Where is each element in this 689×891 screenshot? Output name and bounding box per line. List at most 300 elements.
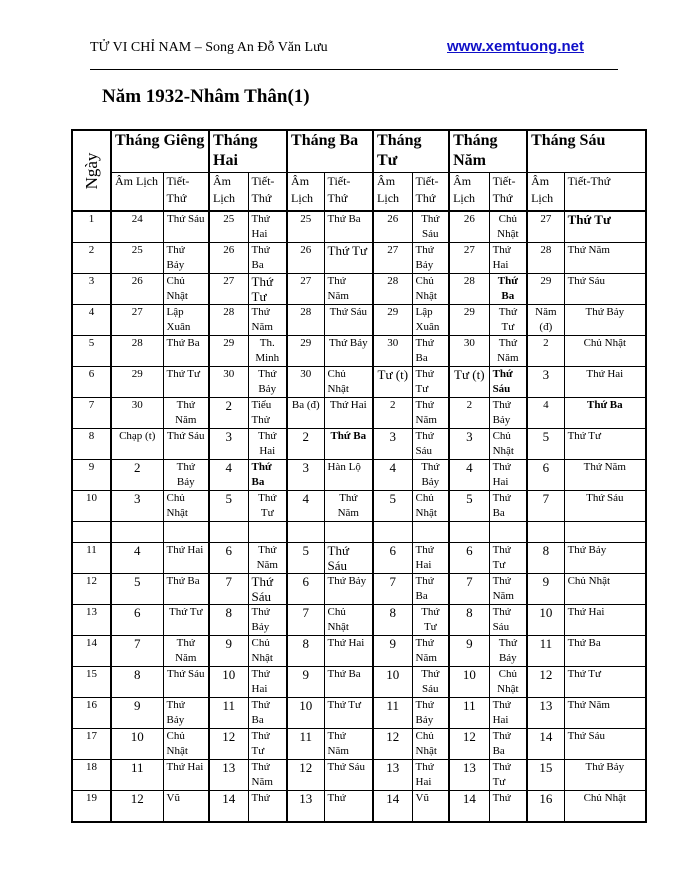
tiet-thu-cell: Thứ Hai xyxy=(564,367,646,398)
tiet-thu-cell: Thứ Tư xyxy=(324,698,373,729)
am-lich-cell: 15 xyxy=(527,760,564,791)
tiet-thu-cell: Lập Xuân xyxy=(163,305,209,336)
am-lich-cell: 10 xyxy=(287,698,324,729)
am-lich-cell: 7 xyxy=(373,574,412,605)
am-lich-cell: 27 xyxy=(527,211,564,243)
tiet-thu-header: Tiết-Thứ xyxy=(324,173,373,212)
tiet-thu-cell: Thứ Ba xyxy=(564,636,646,667)
tiet-thu-cell: Thứ Sáu xyxy=(324,305,373,336)
am-lich-cell: 8 xyxy=(209,605,248,636)
am-lich-cell: 5 xyxy=(111,574,163,605)
tiet-thu-cell: Thứ Sáu xyxy=(163,667,209,698)
am-lich-cell: 3 xyxy=(209,429,248,460)
tiet-thu-cell: Thứ Hai xyxy=(489,698,527,729)
am-lich-cell: 3 xyxy=(111,491,163,522)
calendar-body xyxy=(72,211,646,822)
day-number: 1 xyxy=(72,211,111,243)
day-number: 5 xyxy=(72,336,111,367)
am-lich-cell: 13 xyxy=(527,698,564,729)
am-lich-cell: 14 xyxy=(209,791,248,823)
table-row xyxy=(72,729,646,760)
website-link[interactable]: www.xemtuong.net xyxy=(447,38,584,55)
am-lich-cell: 29 xyxy=(527,274,564,305)
tiet-thu-cell: Thứ Năm xyxy=(248,543,287,574)
tiet-thu-cell: Thứ Bảy xyxy=(248,605,287,636)
tiet-thu-cell: Thứ Sáu xyxy=(489,367,527,398)
tiet-thu-cell: Chủ Nhật xyxy=(564,791,646,823)
tiet-thu-cell: Thứ Hai xyxy=(248,667,287,698)
am-lich-cell: 7 xyxy=(209,574,248,605)
tiet-thu-cell: Thứ Hai xyxy=(163,543,209,574)
tiet-thu-cell: Chủ Nhật xyxy=(564,574,646,605)
table-row xyxy=(72,605,646,636)
am-lich-header: Âm Lịch xyxy=(373,173,412,212)
tiet-thu-cell: Thứ Tư xyxy=(248,274,287,305)
am-lich-cell: 25 xyxy=(111,243,163,274)
tiet-thu-cell: Thứ Hai xyxy=(324,636,373,667)
tiet-thu-cell: Thứ Tư xyxy=(412,605,449,636)
tiet-thu-cell: Thứ Tư xyxy=(163,367,209,398)
table-row xyxy=(72,760,646,791)
empty-cell xyxy=(287,522,324,543)
tiet-thu-cell: Thứ Năm xyxy=(489,336,527,367)
empty-cell xyxy=(248,522,287,543)
month-header-gieng: Tháng Giêng xyxy=(111,130,209,173)
tiet-thu-cell: Chủ Nhật xyxy=(412,491,449,522)
tiet-thu-cell: Thứ Hai xyxy=(489,243,527,274)
tiet-thu-cell: Thứ Năm xyxy=(564,243,646,274)
am-lich-cell: 12 xyxy=(209,729,248,760)
empty-cell xyxy=(163,522,209,543)
tiet-thu-cell: Thứ xyxy=(489,791,527,823)
tiet-thu-cell: Thứ Bảy xyxy=(412,698,449,729)
day-number: 15 xyxy=(72,667,111,698)
tiet-thu-cell: Thứ Sáu xyxy=(412,667,449,698)
tiet-thu-cell: Thứ Năm xyxy=(412,398,449,429)
am-lich-cell: 6 xyxy=(373,543,412,574)
am-lich-cell: 28 xyxy=(449,274,489,305)
tiet-thu-cell: Chủ Nhật xyxy=(412,274,449,305)
am-lich-cell: 3 xyxy=(449,429,489,460)
tiet-thu-cell: Thứ Sáu xyxy=(489,605,527,636)
am-lich-cell: 5 xyxy=(527,429,564,460)
empty-cell xyxy=(489,522,527,543)
am-lich-cell: 7 xyxy=(111,636,163,667)
am-lich-cell: 2 xyxy=(287,429,324,460)
empty-cell xyxy=(111,522,163,543)
tiet-thu-cell: Thứ Bảy xyxy=(564,760,646,791)
day-number: 18 xyxy=(72,760,111,791)
tiet-thu-header: Tiết-Thứ xyxy=(489,173,527,212)
tiet-thu-cell: Thứ Tư xyxy=(564,211,646,243)
am-lich-cell: 9 xyxy=(449,636,489,667)
tiet-thu-cell: Thứ Tư xyxy=(163,605,209,636)
day-number: 7 xyxy=(72,398,111,429)
tiet-thu-cell: Thứ Sáu xyxy=(248,574,287,605)
empty-cell xyxy=(449,522,489,543)
tiet-thu-cell: Thứ Sáu xyxy=(564,274,646,305)
empty-cell xyxy=(324,522,373,543)
am-lich-cell: 9 xyxy=(527,574,564,605)
day-number: 2 xyxy=(72,243,111,274)
day-number: 17 xyxy=(72,729,111,760)
tiet-thu-cell: Vũ xyxy=(163,791,209,823)
am-lich-cell: 6 xyxy=(209,543,248,574)
header-divider xyxy=(90,69,618,70)
am-lich-cell: 3 xyxy=(287,460,324,491)
table-row xyxy=(72,491,646,522)
table-row xyxy=(72,398,646,429)
table-row xyxy=(72,243,646,274)
tiet-thu-cell: Chủ Nhật xyxy=(248,636,287,667)
tiet-thu-cell: Thứ Sáu xyxy=(564,729,646,760)
tiet-thu-cell: Thứ Ba xyxy=(324,667,373,698)
tiet-thu-cell: Thứ Năm xyxy=(248,305,287,336)
tiet-thu-cell: Chủ Nhật xyxy=(489,667,527,698)
table-row xyxy=(72,543,646,574)
tiet-thu-cell: Thứ Sáu xyxy=(324,760,373,791)
day-number: 12 xyxy=(72,574,111,605)
am-lich-cell: Tư (t) xyxy=(449,367,489,398)
am-lich-cell: 3 xyxy=(373,429,412,460)
am-lich-header: Âm Lịch xyxy=(287,173,324,212)
am-lich-cell: 14 xyxy=(449,791,489,823)
am-lich-cell: 9 xyxy=(209,636,248,667)
am-lich-cell: 28 xyxy=(209,305,248,336)
am-lich-cell: 14 xyxy=(373,791,412,823)
am-lich-cell: 3 xyxy=(527,367,564,398)
tiet-thu-cell: Thứ Năm xyxy=(324,729,373,760)
am-lich-cell: 26 xyxy=(209,243,248,274)
am-lich-header: Âm Lịch xyxy=(111,173,163,212)
tiet-thu-cell: Thứ Bảy xyxy=(163,460,209,491)
ngay-label: Ngày xyxy=(81,152,101,189)
tiet-thu-cell: Chủ Nhật xyxy=(163,729,209,760)
empty-cell xyxy=(527,522,564,543)
tiet-thu-cell: Vũ xyxy=(412,791,449,823)
month-header-hai: Tháng Hai xyxy=(209,130,287,173)
ngay-header xyxy=(72,130,111,211)
am-lich-cell: 12 xyxy=(527,667,564,698)
tiet-thu-cell: Thứ Ba xyxy=(163,574,209,605)
tiet-thu-cell: Thứ Bảy xyxy=(564,543,646,574)
am-lich-cell: 24 xyxy=(111,211,163,243)
tiet-thu-cell: Thứ Tư xyxy=(489,305,527,336)
tiet-thu-cell: Thứ Năm xyxy=(163,398,209,429)
month-header-nam: Tháng Năm xyxy=(449,130,527,173)
table-row xyxy=(72,698,646,729)
table-row xyxy=(72,791,646,823)
am-lich-cell: 30 xyxy=(373,336,412,367)
tiet-thu-cell: Thứ Hai xyxy=(412,543,449,574)
day-number: 13 xyxy=(72,605,111,636)
tiet-thu-cell: Thứ Tư xyxy=(489,760,527,791)
am-lich-cell: 6 xyxy=(449,543,489,574)
am-lich-cell: 4 xyxy=(527,398,564,429)
am-lich-cell: 28 xyxy=(111,336,163,367)
day-number: 6 xyxy=(72,367,111,398)
tiet-thu-cell: Thứ Ba xyxy=(489,729,527,760)
tiet-thu-header: Tiết-Thứ xyxy=(564,173,646,212)
tiet-thu-cell: Thứ Tư xyxy=(564,667,646,698)
tiet-thu-cell: Thứ Ba xyxy=(489,491,527,522)
am-lich-cell: 27 xyxy=(373,243,412,274)
am-lich-cell: Ba (đ) xyxy=(287,398,324,429)
day-number: 19 xyxy=(72,791,111,823)
day-number: 3 xyxy=(72,274,111,305)
tiet-thu-cell: Thứ Ba xyxy=(564,398,646,429)
am-lich-cell: 4 xyxy=(209,460,248,491)
lunar-calendar-table xyxy=(71,129,647,823)
tiet-thu-cell: Thứ Ba xyxy=(248,698,287,729)
am-lich-cell: 9 xyxy=(111,698,163,729)
table-row xyxy=(72,274,646,305)
tiet-thu-cell: Thứ Hai xyxy=(163,760,209,791)
am-lich-cell: 6 xyxy=(111,605,163,636)
am-lich-cell: Năm (đ) xyxy=(527,305,564,336)
tiet-thu-cell: Thứ Tư xyxy=(248,491,287,522)
tiet-thu-cell: Thứ Bảy xyxy=(564,305,646,336)
tiet-thu-cell: Hàn Lộ xyxy=(324,460,373,491)
tiet-thu-cell: Thứ Năm xyxy=(163,636,209,667)
am-lich-cell: 10 xyxy=(111,729,163,760)
day-number: 14 xyxy=(72,636,111,667)
am-lich-cell: 4 xyxy=(373,460,412,491)
am-lich-cell: 10 xyxy=(373,667,412,698)
tiet-thu-cell: Thứ Hai xyxy=(248,211,287,243)
table-row xyxy=(72,336,646,367)
am-lich-cell: 26 xyxy=(287,243,324,274)
tiet-thu-cell: Thứ Ba xyxy=(248,460,287,491)
am-lich-cell: 13 xyxy=(287,791,324,823)
tiet-thu-cell: Thứ Sáu xyxy=(324,543,373,574)
day-number: 9 xyxy=(72,460,111,491)
tiet-thu-cell: Thứ Ba xyxy=(324,211,373,243)
am-lich-header: Âm Lịch xyxy=(449,173,489,212)
tiet-thu-header: Tiết-Thứ xyxy=(412,173,449,212)
tiet-thu-cell: Thứ Bảy xyxy=(412,243,449,274)
am-lich-cell: 13 xyxy=(449,760,489,791)
am-lich-cell: 6 xyxy=(287,574,324,605)
am-lich-cell: 10 xyxy=(449,667,489,698)
tiet-thu-header: Tiết-Thứ xyxy=(248,173,287,212)
table-row xyxy=(72,574,646,605)
month-header-tu: Tháng Tư xyxy=(373,130,449,173)
tiet-thu-cell: Th. Minh xyxy=(248,336,287,367)
am-lich-cell: 4 xyxy=(449,460,489,491)
am-lich-cell: 8 xyxy=(373,605,412,636)
am-lich-cell: 5 xyxy=(449,491,489,522)
tiet-thu-cell: Thứ Ba xyxy=(163,336,209,367)
am-lich-cell: 5 xyxy=(209,491,248,522)
tiet-thu-cell: Chủ Nhật xyxy=(412,729,449,760)
am-lich-cell: 2 xyxy=(373,398,412,429)
tiet-thu-cell: Thứ Ba xyxy=(412,574,449,605)
am-lich-cell: 10 xyxy=(527,605,564,636)
am-lich-cell: 7 xyxy=(449,574,489,605)
am-lich-cell: 8 xyxy=(287,636,324,667)
am-lich-cell: 30 xyxy=(287,367,324,398)
tiet-thu-cell: Thứ Ba xyxy=(248,243,287,274)
table-row xyxy=(72,460,646,491)
tiet-thu-cell: Thứ Năm xyxy=(324,491,373,522)
am-lich-cell: 12 xyxy=(449,729,489,760)
tiet-thu-cell: Thứ Bảy xyxy=(412,460,449,491)
tiet-thu-cell: Chủ Nhật xyxy=(489,211,527,243)
am-lich-header: Âm Lịch xyxy=(209,173,248,212)
am-lich-cell: 27 xyxy=(449,243,489,274)
tiet-thu-cell: Thứ xyxy=(324,791,373,823)
page-title: Năm 1932-Nhâm Thân(1) xyxy=(102,86,310,107)
am-lich-cell: 5 xyxy=(373,491,412,522)
am-lich-cell: 4 xyxy=(287,491,324,522)
tiet-thu-cell: Thứ Sáu xyxy=(163,429,209,460)
am-lich-cell: 12 xyxy=(111,791,163,823)
am-lich-cell: 8 xyxy=(111,667,163,698)
am-lich-cell: 30 xyxy=(449,336,489,367)
am-lich-header: Âm Lịch xyxy=(527,173,564,212)
tiet-thu-cell: Thứ Sáu xyxy=(412,211,449,243)
am-lich-cell: 29 xyxy=(209,336,248,367)
am-lich-cell: 5 xyxy=(287,543,324,574)
tiet-thu-cell: Thứ Ba xyxy=(324,429,373,460)
table-row xyxy=(72,667,646,698)
am-lich-cell: 26 xyxy=(373,211,412,243)
tiet-thu-cell: Chủ Nhật xyxy=(163,274,209,305)
tiet-thu-cell: Thứ Hai xyxy=(412,760,449,791)
am-lich-cell: 9 xyxy=(373,636,412,667)
table-row xyxy=(72,305,646,336)
tiet-thu-cell: Chủ Nhật xyxy=(163,491,209,522)
table-row xyxy=(72,636,646,667)
tiet-thu-cell: Tiểu Thử xyxy=(248,398,287,429)
day-number: 16 xyxy=(72,698,111,729)
tiet-thu-cell: Thứ Bảy xyxy=(163,698,209,729)
tiet-thu-cell: Thứ Bảy xyxy=(163,243,209,274)
tiet-thu-cell: Thứ Ba xyxy=(489,274,527,305)
am-lich-cell: 11 xyxy=(373,698,412,729)
tiet-thu-cell: Thứ Sáu xyxy=(412,429,449,460)
am-lich-cell: 2 xyxy=(449,398,489,429)
tiet-thu-cell: Thứ Tư xyxy=(412,367,449,398)
am-lich-cell: 10 xyxy=(209,667,248,698)
table-row xyxy=(72,211,646,243)
tiet-thu-cell: Thứ Năm xyxy=(248,760,287,791)
tiet-thu-cell: Thứ Tư xyxy=(489,543,527,574)
tiet-thu-cell: Thứ Năm xyxy=(564,460,646,491)
day-number: 10 xyxy=(72,491,111,522)
tiet-thu-cell: Thứ Năm xyxy=(564,698,646,729)
tiet-thu-cell: Thứ Hai xyxy=(248,429,287,460)
month-header-sau: Tháng Sáu xyxy=(527,130,646,173)
tiet-thu-cell: Thứ xyxy=(248,791,287,823)
am-lich-cell: 29 xyxy=(111,367,163,398)
empty-cell xyxy=(412,522,449,543)
empty-cell xyxy=(564,522,646,543)
empty-cell xyxy=(209,522,248,543)
tiet-thu-cell: Chủ Nhật xyxy=(564,336,646,367)
tiet-thu-cell: Thứ Tư xyxy=(324,243,373,274)
tiet-thu-cell: Thứ Năm xyxy=(412,636,449,667)
am-lich-cell: 16 xyxy=(527,791,564,823)
am-lich-cell: 13 xyxy=(373,760,412,791)
am-lich-cell: 11 xyxy=(209,698,248,729)
am-lich-cell: 11 xyxy=(111,760,163,791)
tiet-thu-cell: Thứ Năm xyxy=(324,274,373,305)
am-lich-cell: 9 xyxy=(287,667,324,698)
tiet-thu-cell: Thứ Hai xyxy=(489,460,527,491)
empty-cell xyxy=(72,522,111,543)
table-row xyxy=(72,367,646,398)
am-lich-cell: 30 xyxy=(209,367,248,398)
am-lich-cell: 12 xyxy=(373,729,412,760)
am-lich-cell: 7 xyxy=(287,605,324,636)
am-lich-cell: 26 xyxy=(111,274,163,305)
tiet-thu-cell: Thứ Sáu xyxy=(163,211,209,243)
am-lich-cell: 30 xyxy=(111,398,163,429)
tiet-thu-cell: Thứ Tư xyxy=(564,429,646,460)
tiet-thu-cell: Thứ Bảy xyxy=(489,636,527,667)
am-lich-cell: 11 xyxy=(449,698,489,729)
am-lich-cell: 8 xyxy=(449,605,489,636)
tiet-thu-cell: Thứ Tư xyxy=(248,729,287,760)
am-lich-cell: Chạp (t) xyxy=(111,429,163,460)
am-lich-cell: 8 xyxy=(527,543,564,574)
am-lich-cell: 14 xyxy=(527,729,564,760)
am-lich-cell: 4 xyxy=(111,543,163,574)
am-lich-cell: 2 xyxy=(111,460,163,491)
tiet-thu-cell: Thứ Bảy xyxy=(489,398,527,429)
am-lich-cell: 11 xyxy=(527,636,564,667)
am-lich-cell: 6 xyxy=(527,460,564,491)
tiet-thu-cell: Thứ Hai xyxy=(564,605,646,636)
am-lich-cell: 12 xyxy=(287,760,324,791)
am-lich-cell: 25 xyxy=(287,211,324,243)
am-lich-cell: 2 xyxy=(209,398,248,429)
tiet-thu-cell: Chủ Nhật xyxy=(489,429,527,460)
am-lich-cell: 26 xyxy=(449,211,489,243)
header-left-text: TỬ VI CHỈ NAM – Song An Đỗ Văn Lưu xyxy=(90,40,328,55)
am-lich-cell: 25 xyxy=(209,211,248,243)
month-header-ba: Tháng Ba xyxy=(287,130,373,173)
day-number: 8 xyxy=(72,429,111,460)
spacer-row xyxy=(72,522,646,543)
am-lich-cell: 13 xyxy=(209,760,248,791)
tiet-thu-cell: Thứ Bảy xyxy=(324,574,373,605)
tiet-thu-cell: Lập Xuân xyxy=(412,305,449,336)
am-lich-cell: 2 xyxy=(527,336,564,367)
am-lich-cell: 27 xyxy=(209,274,248,305)
am-lich-cell: 11 xyxy=(287,729,324,760)
tiet-thu-cell: Chủ Nhật xyxy=(324,367,373,398)
tiet-thu-cell: Thứ Năm xyxy=(489,574,527,605)
tiet-thu-header: Tiết-Thứ xyxy=(163,173,209,212)
tiet-thu-cell: Chủ Nhật xyxy=(324,605,373,636)
am-lich-cell: 28 xyxy=(527,243,564,274)
am-lich-cell: 28 xyxy=(373,274,412,305)
am-lich-cell: 7 xyxy=(527,491,564,522)
am-lich-cell: 29 xyxy=(287,336,324,367)
tiet-thu-cell: Thứ Bảy xyxy=(248,367,287,398)
am-lich-cell: 27 xyxy=(111,305,163,336)
am-lich-cell: 29 xyxy=(449,305,489,336)
tiet-thu-cell: Thứ Bảy xyxy=(324,336,373,367)
am-lich-cell: Tư (t) xyxy=(373,367,412,398)
tiet-thu-cell: Thứ Sáu xyxy=(564,491,646,522)
tiet-thu-cell: Thứ Hai xyxy=(324,398,373,429)
am-lich-cell: 27 xyxy=(287,274,324,305)
day-number: 4 xyxy=(72,305,111,336)
